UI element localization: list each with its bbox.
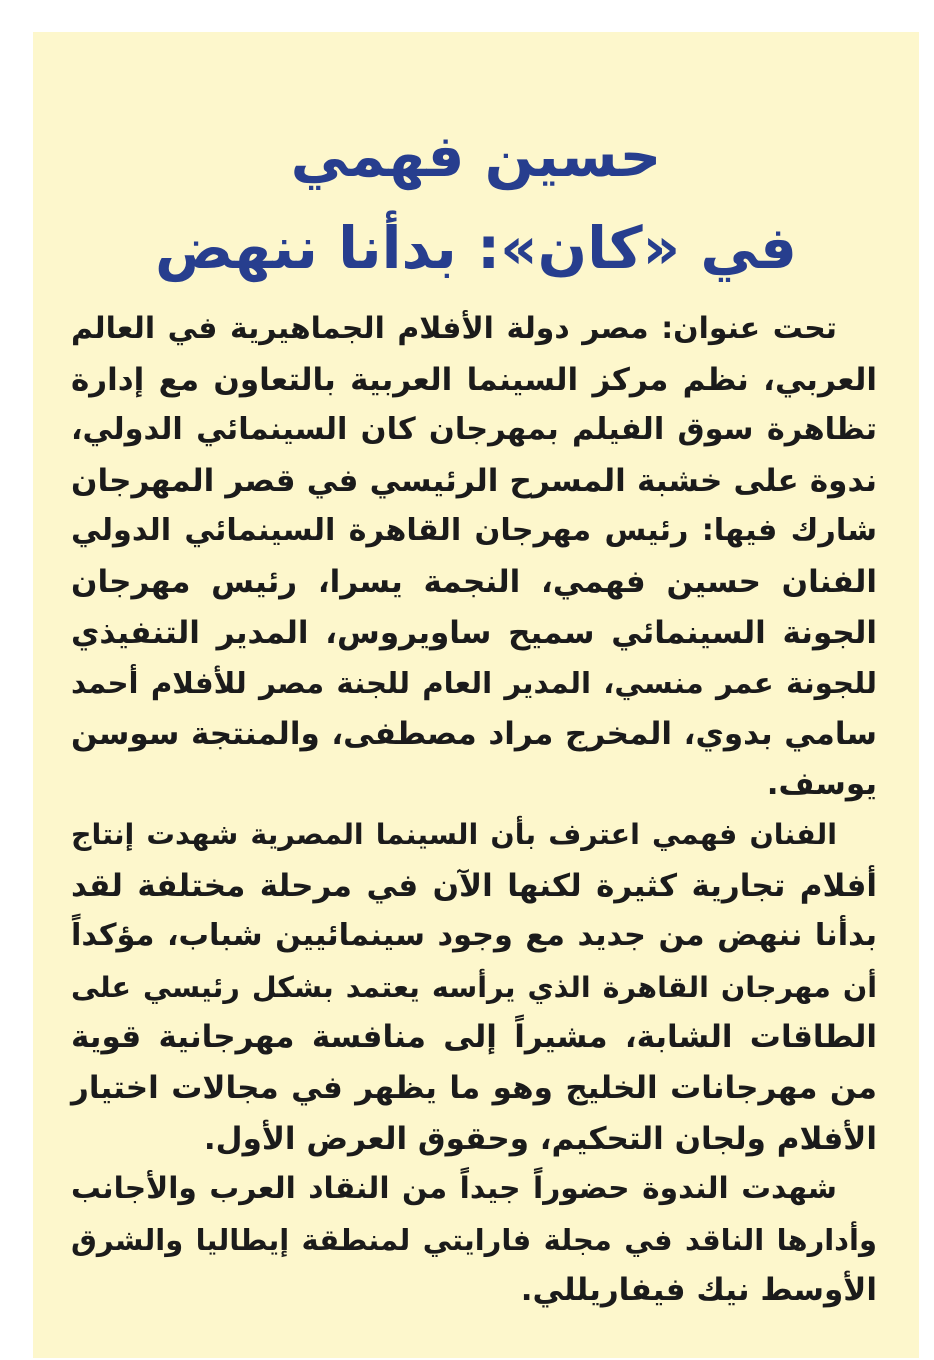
headline-line-1: حسين فهمي xyxy=(290,122,662,190)
body-line: تظاهرة سوق الفيلم بمهرجان كان السينمائي الدولي، xyxy=(71,412,877,448)
article-card xyxy=(33,32,919,1358)
body-line: الأفلام ولجان التحكيم، وحقوق العرض الأول. xyxy=(203,1120,877,1157)
paragraph-2 xyxy=(71,810,877,1164)
headline-line-2: في «كان»: بدأنا ننهض xyxy=(155,214,797,282)
body-line: وأدارها الناقد في مجلة فارايتي لمنطقة إيطاليا والشرق xyxy=(71,1222,877,1257)
body-line: يوسف. xyxy=(766,766,877,803)
body-line: العربي، نظم مركز السينما العربية بالتعاون مع إدارة xyxy=(71,361,877,398)
paragraph-3 xyxy=(71,1164,877,1316)
body-line: أن مهرجان القاهرة الذي يرأسه يعتمد بشكل رئيسي على xyxy=(71,969,877,1004)
body-line: أفلام تجارية كثيرة لكنها الآن في مرحلة مختلفة لقد xyxy=(71,867,877,904)
body-line: للجونة عمر منسي، المدير العام للجنة مصر للأفلام أحمد xyxy=(71,666,877,701)
body-line: بدأنا ننهض من جديد مع وجود سينمائيين شباب، مؤكداً xyxy=(71,918,877,954)
body-line: ندوة على خشبة المسرح الرئيسي في قصر المهرجان xyxy=(71,462,877,499)
body-line: الفنان حسين فهمي، النجمة يسرا، رئيس مهرجان xyxy=(71,563,877,600)
body-line: الأوسط نيك فيفاريللي. xyxy=(520,1272,877,1309)
body-line: الجونة السينمائي سميح ساويروس، المدير التنفيذي xyxy=(71,614,877,651)
body-line: الطاقات الشابة، مشيراً إلى منافسة مهرجانية قوية xyxy=(71,1019,877,1056)
article-body xyxy=(71,304,877,1316)
body-line: من مهرجانات الخليج وهو ما يظهر في مجالات اختيار xyxy=(71,1069,877,1106)
body-line: شهدت الندوة حضوراً جيداً من النقاد العرب والأجانب xyxy=(71,1171,837,1207)
article-headline xyxy=(33,110,919,294)
paragraph-1 xyxy=(71,304,877,810)
body-line: تحت عنوان: مصر دولة الأفلام الجماهيرية في العالم xyxy=(71,311,837,346)
body-line: سامي بدوي، المخرج مراد مصطفى، والمنتجة سوسن xyxy=(71,715,877,752)
body-line: شارك فيها: رئيس مهرجان القاهرة السينمائي الدولي xyxy=(71,513,877,549)
body-line: الفنان فهمي اعترف بأن السينما المصرية شهدت إنتاج xyxy=(71,817,837,851)
